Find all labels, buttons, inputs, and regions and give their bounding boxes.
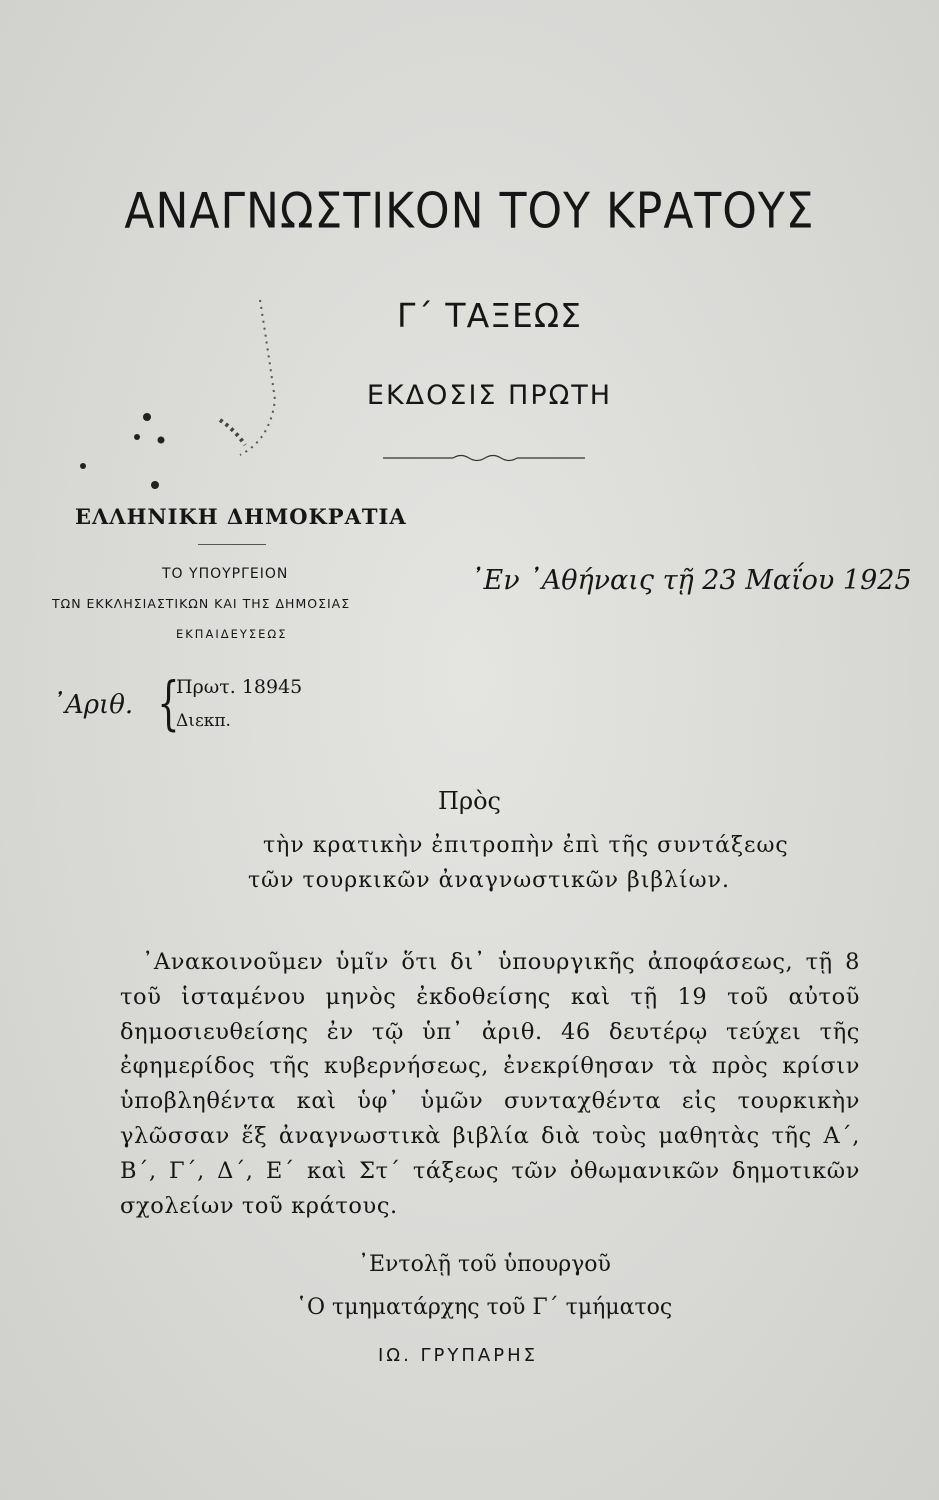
protocol-number: Πρωτ. 18945 (176, 676, 303, 698)
grade-heading: Γ΄ ΤΑΞΕΩΣ (397, 296, 582, 335)
address-line-2: τῶν τουρκικῶν ἀναγνωστικῶν βιβλίων. (248, 868, 730, 893)
brace-glyph: { (157, 669, 180, 737)
number-label: ᾿Αριθ. (52, 690, 134, 720)
ministry-line-3: ΕΚΠΑΙΔΕΥΣΕΩΣ (176, 627, 288, 641)
ministry-line-2: ΤΩΝ ΕΚΚΛΗΣΙΑΣΤΙΚΩΝ ΚΑΙ ΤΗΣ ΔΗΜΟΣΙΑΣ (52, 596, 351, 611)
diekp-number: Διεκπ. (176, 711, 231, 731)
ministry-line-1: ΤΟ ΥΠΟΥΡΓΕΙΟΝ (162, 566, 289, 582)
signatory-name: ΙΩ. ΓΡΥΠΑΡΗΣ (378, 1345, 538, 1366)
letter-body: ᾿Ανακοινοῦμεν ὑμῖν ὅτι δι᾿ ὑπουργικῆς ἀποφάσεως, τῇ 8 τοῦ ἱσταμένου μηνὸς ἐκδοθείσης καὶ τῇ 19 τοῦ αὐτοῦ δημοσιευθείσης ἐν τῷ ὑπ᾿ ἀριθ. 46 δευτέρῳ τεύχει τῆς ἐφημερίδος τῆς κυβερνήσεως, ἐνεκρίθησαν τὰ πρὸς κρίσιν ὑποβληθέντα καὶ ὑφ᾿ ὑμῶν συνταχθέντα εἰς τουρκικὴν γλῶσσαν ἕξ ἀναγνωστικὰ βιβλία διὰ τοὺς μαθητὰς τῆς Α΄, Β΄, Γ΄, Δ΄, Ε΄ καὶ Στ΄ τάξεως τῶν ὀθωμανικῶν δημοτικῶν σχολείων τοῦ κράτους. (120, 949, 860, 1219)
ornament-divider (383, 452, 585, 464)
signature-line-1: ᾿Εντολῇ τοῦ ὑπουργοῦ (358, 1252, 611, 1277)
letterhead-rule (198, 544, 266, 545)
address-to: Πρὸς (438, 787, 501, 815)
document-title: ΑΝΑΓΝΩΣΤΙΚΟΝ ΤΟΥ ΚΡΑΤΟΥΣ (124, 182, 815, 241)
address-line-1: τὴν κρατικὴν ἐπιτροπὴν ἐπὶ τῆς συντάξεως (263, 833, 789, 858)
republic-heading: ΕΛΛΗΝΙΚΗ ΔΗΜΟΚΡΑΤΙΑ (75, 504, 407, 529)
signature-line-2: ῾Ο τμηματάρχης τοῦ Γ΄ τμήματος (296, 1295, 673, 1320)
seal-stamp-traces (70, 290, 290, 500)
edition-heading: ΕΚΔΟΣΙΣ ΠΡΩΤΗ (366, 380, 613, 411)
letter-date: ᾿Εν ᾿Αθήναις τῇ 23 Μαΐου 1925 (470, 565, 912, 596)
